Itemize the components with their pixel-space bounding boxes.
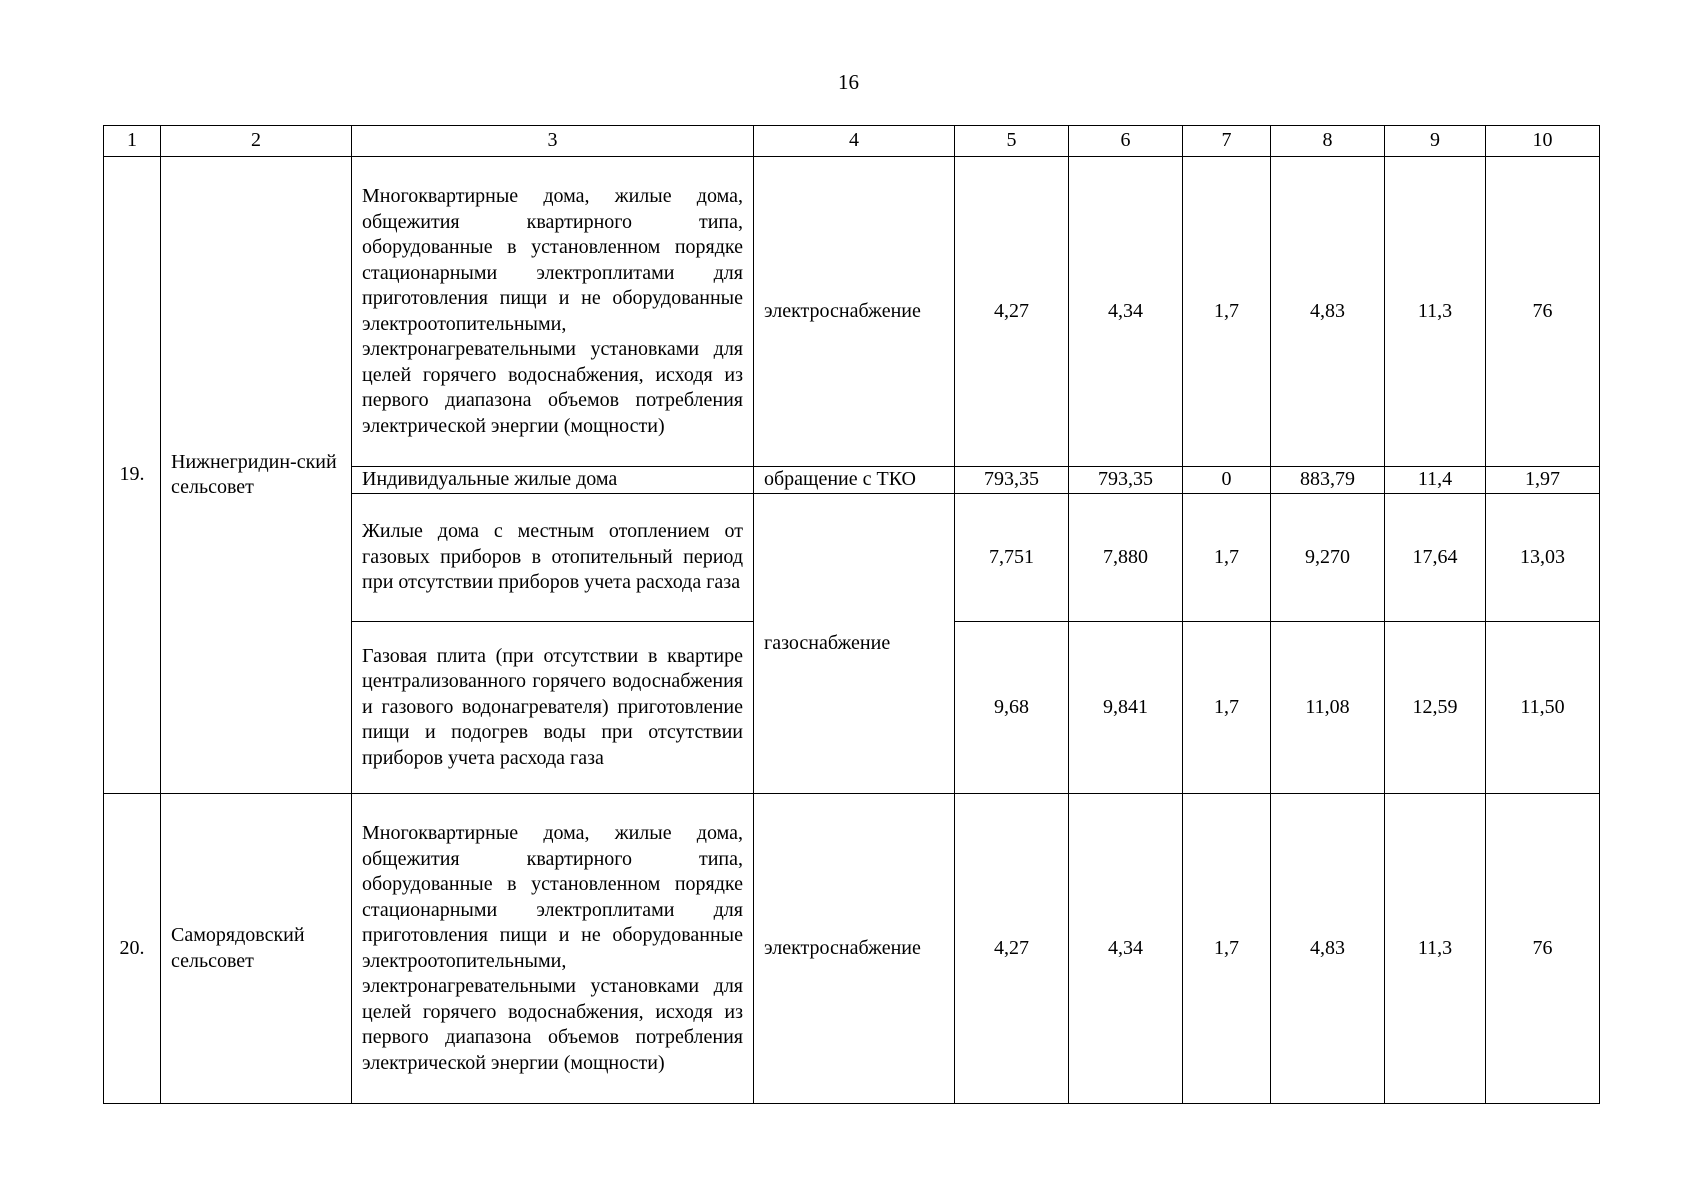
value-cell: 11,08 <box>1271 622 1385 794</box>
value-cell: 1,7 <box>1183 157 1271 467</box>
utility-service: обращение с ТКО <box>754 467 955 494</box>
utility-service: электроснабжение <box>754 794 955 1104</box>
row-number: 20. <box>104 794 161 1104</box>
value-cell: 13,03 <box>1486 494 1600 622</box>
housing-category: Многоквартирные дома, жилые дома, общежития квартирного типа, оборудованные в установленном порядке стационарными электроплитами для приготовления пищи и не оборудованные электроотопительными, электронагревательными установками для целей горячего водоснабжения, исходя из первого диапазона объемов потребления электрической энергии (мощности) <box>352 157 754 467</box>
header-cell: 2 <box>161 126 352 157</box>
value-cell: 883,79 <box>1271 467 1385 494</box>
housing-category: Жилые дома с местным отоплением от газовых приборов в отопительный период при отсутствии приборов учета расхода газа <box>352 494 754 622</box>
header-cell: 7 <box>1183 126 1271 157</box>
value-cell: 1,7 <box>1183 794 1271 1104</box>
utility-service: газоснабжение <box>754 494 955 794</box>
header-cell: 10 <box>1486 126 1600 157</box>
value-cell: 7,751 <box>955 494 1069 622</box>
table-row <box>104 157 1600 467</box>
value-cell: 11,3 <box>1385 794 1486 1104</box>
value-cell: 11,4 <box>1385 467 1486 494</box>
settlement-name: Нижнегридин-ский сельсовет <box>161 157 352 794</box>
housing-category: Индивидуальные жилые дома <box>352 467 754 494</box>
value-cell: 1,7 <box>1183 622 1271 794</box>
value-cell: 4,83 <box>1271 157 1385 467</box>
header-cell: 6 <box>1069 126 1183 157</box>
header-cell: 9 <box>1385 126 1486 157</box>
value-cell: 793,35 <box>1069 467 1183 494</box>
table-row <box>104 794 1600 1104</box>
row-number: 19. <box>104 157 161 794</box>
header-cell: 5 <box>955 126 1069 157</box>
value-cell: 11,50 <box>1486 622 1600 794</box>
value-cell: 0 <box>1183 467 1271 494</box>
utility-service: электроснабжение <box>754 157 955 467</box>
value-cell: 1,97 <box>1486 467 1600 494</box>
housing-category: Газовая плита (при отсутствии в квартире централизованного горячего водоснабжения и газового водонагревателя) приготовление пищи и подогрев воды при отсутствии приборов учета расхода газа <box>352 622 754 794</box>
value-cell: 4,27 <box>955 157 1069 467</box>
value-cell: 4,34 <box>1069 794 1183 1104</box>
value-cell: 12,59 <box>1385 622 1486 794</box>
header-cell: 1 <box>104 126 161 157</box>
value-cell: 793,35 <box>955 467 1069 494</box>
header-row <box>104 126 1600 157</box>
value-cell: 1,7 <box>1183 494 1271 622</box>
value-cell: 9,841 <box>1069 622 1183 794</box>
tariff-table <box>103 125 1600 1104</box>
value-cell: 9,270 <box>1271 494 1385 622</box>
header-cell: 4 <box>754 126 955 157</box>
value-cell: 11,3 <box>1385 157 1486 467</box>
page-number: 16 <box>838 70 859 94</box>
value-cell: 76 <box>1486 794 1600 1104</box>
value-cell: 17,64 <box>1385 494 1486 622</box>
header-cell: 3 <box>352 126 754 157</box>
value-cell: 4,27 <box>955 794 1069 1104</box>
value-cell: 76 <box>1486 157 1600 467</box>
header-cell: 8 <box>1271 126 1385 157</box>
value-cell: 4,34 <box>1069 157 1183 467</box>
value-cell: 7,880 <box>1069 494 1183 622</box>
value-cell: 9,68 <box>955 622 1069 794</box>
settlement-name: Саморядовский сельсовет <box>161 794 352 1104</box>
value-cell: 4,83 <box>1271 794 1385 1104</box>
housing-category: Многоквартирные дома, жилые дома, общежития квартирного типа, оборудованные в установленном порядке стационарными электроплитами для приготовления пищи и не оборудованные электроотопительными, электронагревательными установками для целей горячего водоснабжения, исходя из первого диапазона объемов потребления электрической энергии (мощности) <box>352 794 754 1104</box>
